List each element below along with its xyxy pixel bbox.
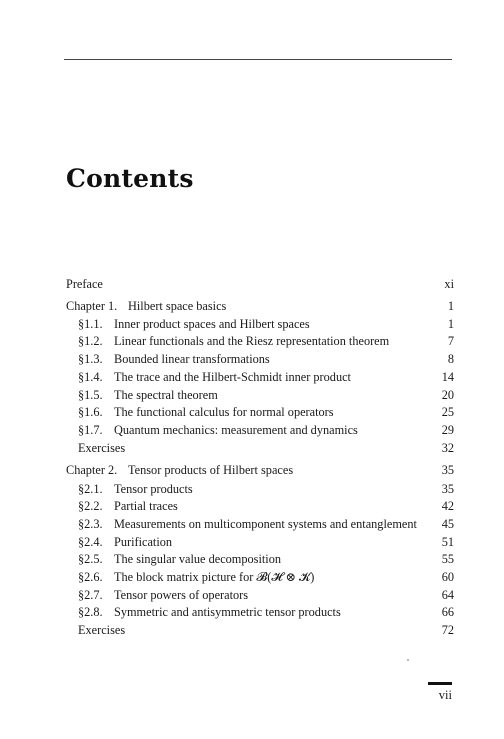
toc-entry-section[interactable] — [0, 533, 504, 551]
toc-entry-section[interactable] — [0, 568, 504, 586]
toc-entry-number: §2.1. — [78, 482, 103, 496]
toc-entry-number: §1.7. — [78, 423, 103, 437]
toc-entry-title: The trace and the Hilbert-Schmidt inner product — [114, 370, 351, 384]
toc-entry-title: Preface — [66, 277, 103, 291]
print-speck — [407, 659, 409, 661]
toc-entry-number: Chapter 2. — [66, 463, 118, 477]
toc-entry-number: §1.4. — [78, 370, 103, 384]
toc-entry-title: Tensor products — [114, 482, 193, 496]
toc-entry-section[interactable] — [0, 421, 504, 439]
toc-entry-title: The singular value decomposition — [114, 552, 281, 566]
toc-entry-page: 60 — [441, 570, 454, 584]
toc-entry-title: Purification — [114, 535, 173, 549]
toc-entry-page: 35 — [441, 463, 454, 477]
toc-entry-number: §2.6. — [78, 570, 103, 584]
toc-entry-title: Symmetric and antisymmetric tensor products — [114, 605, 341, 619]
toc-entry-section[interactable] — [0, 368, 504, 386]
toc-entry-title: Quantum mechanics: measurement and dynamics — [114, 423, 358, 437]
toc-entry-title: Bounded linear transformations — [114, 352, 270, 366]
toc-entry-section[interactable] — [0, 332, 504, 350]
toc-entry-section[interactable] — [0, 386, 504, 404]
toc-entry-page: 42 — [441, 499, 454, 513]
toc-entry-page: 72 — [441, 623, 454, 637]
toc-entry-section[interactable] — [0, 550, 504, 568]
toc-entry-title: Hilbert space basics — [128, 299, 227, 313]
toc-entry-section[interactable] — [0, 497, 504, 515]
toc-entry-number: §2.8. — [78, 605, 103, 619]
toc-entry-number: §1.2. — [78, 334, 103, 348]
toc-entry-page: 29 — [441, 423, 454, 437]
toc-entry-page: 25 — [441, 405, 454, 419]
page-title: Contents — [66, 164, 194, 193]
toc-entry-preface[interactable] — [0, 275, 504, 293]
toc-entry-page: 8 — [447, 352, 454, 366]
toc-entry-number: §2.7. — [78, 588, 103, 602]
toc-entry-page: 20 — [441, 388, 454, 402]
toc-entry-number: §2.5. — [78, 552, 103, 566]
toc-entry-section[interactable] — [0, 403, 504, 421]
toc-entry-exercises[interactable] — [0, 621, 504, 639]
folio-rule — [428, 682, 452, 685]
page-number: vii — [438, 688, 452, 702]
toc-entry-page: 32 — [441, 441, 454, 455]
toc-entry-section[interactable] — [0, 586, 504, 604]
toc-entry-page: 64 — [441, 588, 454, 602]
toc-entry-page: 1 — [447, 317, 454, 331]
toc-entry-page: 66 — [441, 605, 454, 619]
toc-entry-number: §2.2. — [78, 499, 103, 513]
toc-entry-number: §2.3. — [78, 517, 103, 531]
toc-entry-section[interactable] — [0, 603, 504, 621]
toc-entry-section[interactable] — [0, 480, 504, 498]
toc-entry-title: Tensor products of Hilbert spaces — [128, 463, 294, 477]
toc-entry-page: 55 — [441, 552, 454, 566]
toc-entry-page: 51 — [441, 535, 454, 549]
toc-entry-title: Tensor powers of operators — [114, 588, 249, 602]
toc-entry-chapter-1[interactable] — [0, 297, 504, 315]
toc-entry-page: xi — [444, 277, 454, 291]
toc-entry-section[interactable] — [0, 315, 504, 333]
toc-entry-page: 14 — [441, 370, 454, 384]
toc-entry-title: The spectral theorem — [114, 388, 218, 402]
toc-entry-number: §1.6. — [78, 405, 103, 419]
toc-entry-title: Partial traces — [114, 499, 178, 513]
toc-entry-title: Measurements on multicomponent systems and entanglement — [114, 517, 417, 531]
toc-entry-page: 1 — [447, 299, 454, 313]
toc-entry-section[interactable] — [0, 515, 504, 533]
toc-entry-section[interactable] — [0, 350, 504, 368]
toc-entry-page: 45 — [441, 517, 454, 531]
toc-entry-number: §1.1. — [78, 317, 103, 331]
toc-entry-exercises[interactable] — [0, 439, 504, 457]
toc-entry-title: Inner product spaces and Hilbert spaces — [114, 317, 310, 331]
toc-entry-title: The functional calculus for normal operators — [114, 405, 334, 419]
toc-entry-title: Exercises — [78, 623, 126, 637]
toc-entry-title: Linear functionals and the Riesz representation theorem — [114, 334, 390, 348]
toc-entry-number: Chapter 1. — [66, 299, 118, 313]
toc-entry-chapter-2[interactable] — [0, 461, 504, 479]
toc-entry-page: 35 — [441, 482, 454, 496]
toc-entry-number: §2.4. — [78, 535, 103, 549]
toc-entry-number: §1.3. — [78, 352, 103, 366]
toc-entry-page: 7 — [447, 334, 454, 348]
toc-entry-title: The block matrix picture for 𝓑(𝓗 ⊗ 𝓚) — [114, 570, 315, 584]
header-rule — [64, 59, 452, 60]
toc-entry-number: §1.5. — [78, 388, 103, 402]
toc-entry-title: Exercises — [78, 441, 126, 455]
